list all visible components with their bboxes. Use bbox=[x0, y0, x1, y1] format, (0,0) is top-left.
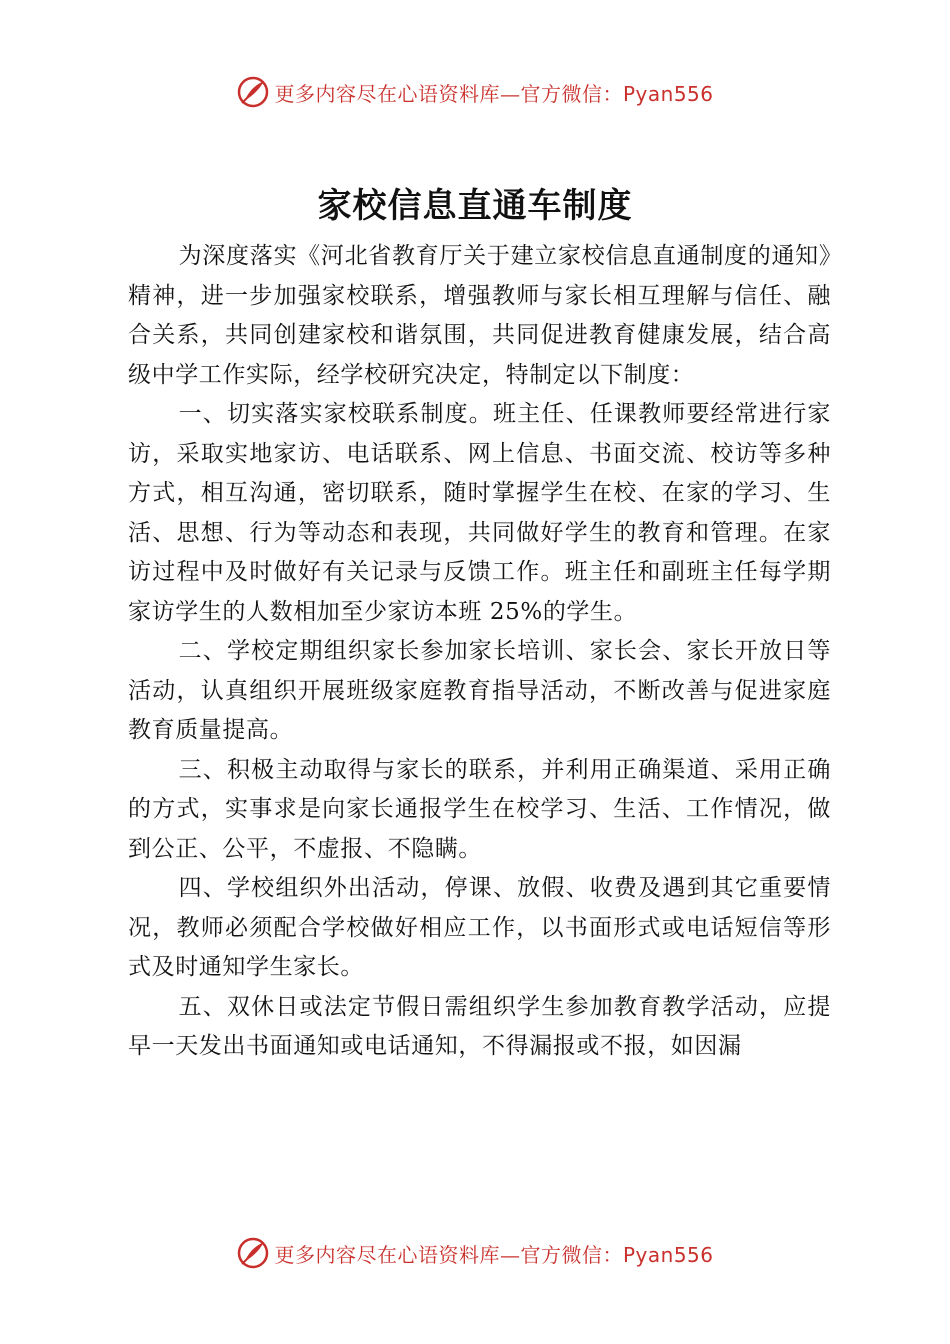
document-body bbox=[128, 237, 831, 1067]
paragraph-item-1: 一、切实落实家校联系制度。班主任、任课教师要经常进行家访，采取实地家访、电话联系、网上信息、书面交流、校访等多种方式，相互沟通，密切联系，随时掌握学生在校、在家的学习、生活、思想、行为等动态和表现，共同做好学生的教育和管理。在家访过程中及时做好有关记录与反馈工作。班主任和副班主任每学期家访学生的人数相加至少家访本班 25%的学生。 bbox=[128, 401, 831, 625]
paragraph-item-2: 二、学校定期组织家长参加家长培训、家长会、家长开放日等活动，认真组织开展班级家庭教育指导活动，不断改善与促进家庭教育质量提高。 bbox=[128, 638, 831, 743]
watermark-text: 更多内容尽在心语资料库—官方微信：Pyan556 bbox=[274, 1242, 714, 1267]
watermark-wechat-id: Pyan556 bbox=[622, 1242, 714, 1267]
watermark-footer bbox=[0, 1233, 950, 1273]
watermark-wechat-id: Pyan556 bbox=[622, 81, 714, 106]
quill-pen-icon bbox=[236, 1236, 270, 1270]
paragraph-intro: 为深度落实《河北省教育厅关于建立家校信息直通制度的通知》精神，进一步加强家校联系，增强教师与家长相互理解与信任、融合关系，共同创建家校和谐氛围，共同促进教育健康发展，结合高级中学工作实际，经学校研究决定，特制定以下制度： bbox=[128, 243, 831, 388]
watermark-text: 更多内容尽在心语资料库—官方微信：Pyan556 bbox=[274, 81, 714, 106]
paragraph-item-4: 四、学校组织外出活动，停课、放假、收费及遇到其它重要情况，教师必须配合学校做好相应工作，以书面形式或电话短信等形式及时通知学生家长。 bbox=[128, 875, 831, 980]
watermark-header bbox=[0, 72, 950, 112]
document-title: 家校信息直通车制度 bbox=[317, 186, 633, 226]
paragraph-item-3: 三、积极主动取得与家长的联系，并利用正确渠道、采用正确的方式，实事求是向家长通报学生在校学习、生活、工作情况，做到公正、公平，不虚报、不隐瞒。 bbox=[128, 756, 831, 862]
quill-pen-icon bbox=[236, 75, 270, 109]
paragraph-item-5: 五、双休日或法定节假日需组织学生参加教育教学活动，应提早一天发出书面通知或电话通知，不得漏报或不报，如因漏 bbox=[128, 993, 831, 1059]
